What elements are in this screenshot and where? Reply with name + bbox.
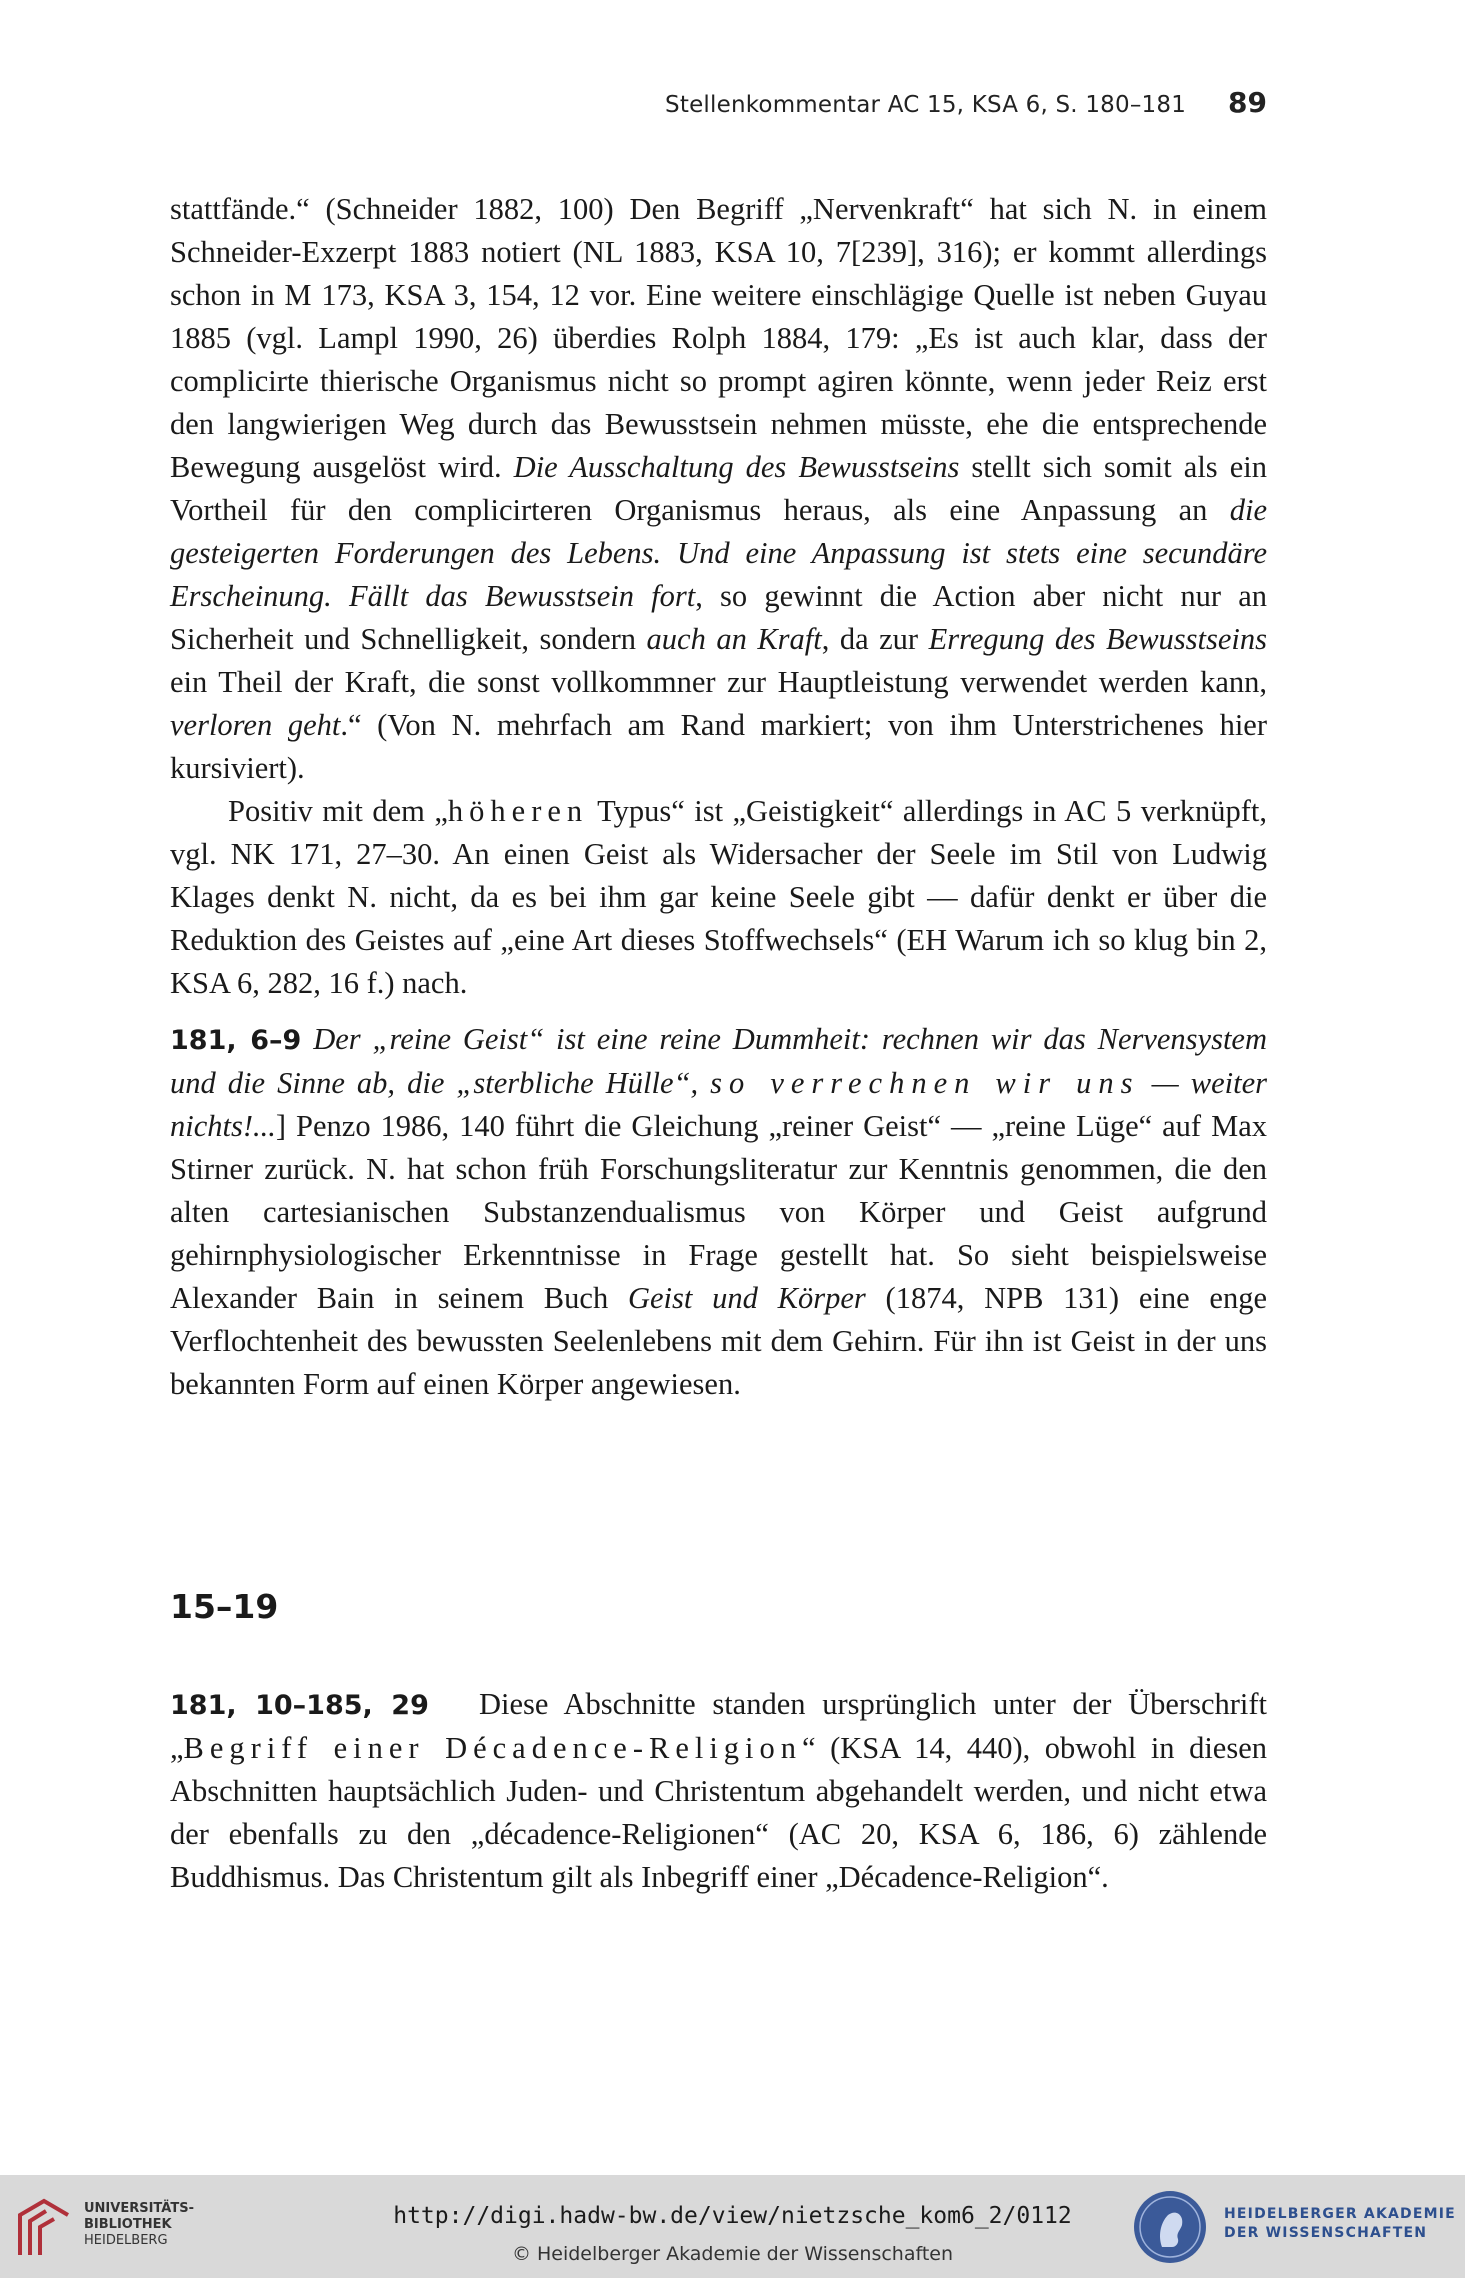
academy-line: HEIDELBERGER AKADEMIE bbox=[1224, 2206, 1456, 2222]
spaced-run: höheren bbox=[447, 794, 589, 828]
lemma-entry-181-6-9 bbox=[170, 1018, 1267, 1406]
italic-run: Die Ausschaltung des Bewusstseins bbox=[513, 450, 960, 484]
italic-run: die gesteigerten Forderungen des Lebens. Und eine Anpassung ist stets eine secundäre Erscheinung. Fällt das Bewusstsein fort bbox=[170, 493, 1267, 613]
academy-line: DER WISSENSCHAFTEN bbox=[1224, 2225, 1428, 2241]
lemma-entry-181-10-185-29 bbox=[170, 1683, 1267, 1899]
text-run: Positiv mit dem „ bbox=[228, 794, 448, 828]
text-run: , da zur bbox=[821, 622, 929, 656]
lemma-reference: 181, 6–9 bbox=[170, 1025, 302, 1056]
library-line: UNIVERSITÄTS- bbox=[84, 2201, 194, 2216]
text-run: Typus“ ist „Geistigkeit“ allerdings in AC 5 verknüpft, vgl. NK 171, 27–30. An einen Geist als Widersacher der Seele im Stil von Ludwig Klages denkt N. nicht, da es bei ihm gar keine Seele gibt — dafür denkt er über die Reduktion des Geistes auf „eine Art dieses Stoffwechsels“ (EH Warum ich so klug bin 2, KSA 6, 282, 16 f.) nach. bbox=[170, 794, 1267, 1000]
library-line: BIBLIOTHEK bbox=[84, 2217, 172, 2232]
academy-name bbox=[1224, 2205, 1456, 2243]
text-run: , so gewinnt die Action aber nicht nur an Sicherheit und Schnelligkeit, sondern bbox=[170, 579, 1268, 656]
text-run: (1874, NPB 131) eine enge Verflochtenheit des bewussten Seelenlebens mit dem Gehirn. Für ihn ist Geist in der uns bekannten Form auf einen Körper angewiesen. bbox=[170, 1281, 1268, 1401]
italic-run: Erregung des Bewusstseins bbox=[928, 622, 1267, 656]
academy-seal-icon[interactable] bbox=[1132, 2189, 1208, 2265]
spaced-run: Begriff einer Décadence-Religion bbox=[183, 1731, 803, 1765]
commentary-lower bbox=[170, 1683, 1267, 1899]
running-head-title: Stellenkommentar AC 15, KSA 6, S. 180–181 bbox=[665, 92, 1187, 118]
text-run: stattfände.“ (Schneider 1882, 100) Den Begriff „Nervenkraft“ hat sich N. in einem Schneider-Exzerpt 1883 notiert (NL 1883, KSA 10, 7[239], 316); er kommt allerdings schon in M 173, KSA 3, 154, 12 vor. Eine weitere einschlägige Quelle ist neben Guyau 1885 (vgl. Lampl 1990, 26) überdies Rolph 1884, 179: „Es ist auch klar, dass der complicirte thierische Organismus nicht so prompt agiren könnte, wenn jeder Reiz erst den langwierigen Weg durch das Bewusstsein nehmen müsste, ehe die entsprechende Bewegung ausgelöst wird. bbox=[170, 192, 1267, 484]
text-run: “ (KSA 14, 440), obwohl in diesen Abschnitten hauptsächlich Juden- und Christentum abgehandelt werden, und nicht etwa der ebenfalls zu den „décadence-Religionen“ (AC 20, KSA 6, 186, 6) zählende Buddhismus. Das Christentum gilt als Inbegriff einer „Décadence-Religion“. bbox=[170, 1731, 1267, 1894]
running-head bbox=[0, 86, 1267, 119]
lemma-quote: — weiter nichts!... bbox=[170, 1066, 1267, 1143]
italic-run: verloren geht bbox=[170, 708, 341, 742]
italic-run: auch an Kraft bbox=[646, 622, 822, 656]
paragraph-quote-continuation bbox=[170, 188, 1267, 790]
text-run: ein Theil der Kraft, die sonst vollkommner zur Hauptleistung verwendet werden kann, bbox=[170, 665, 1267, 699]
library-line: HEIDELBERG bbox=[84, 2233, 168, 2248]
text-run: stellt sich somit als ein Vortheil für den complicirteren Organismus heraus, als eine Anpassung an bbox=[170, 450, 1267, 527]
text-run: ] Penzo 1986, 140 führt die Gleichung „reiner Geist“ — „reine Lüge“ auf Max Stirner zurück. N. hat schon früh Forschungsliteratur zur Kenntnis genommen, die den alten cartesianischen Substanzendualismus von Körper und Geist aufgrund gehirnphysiologischer Erkenntnisse in Frage gestellt hat. So sieht beispielsweise Alexander Bain in seinem Buch bbox=[170, 1109, 1267, 1315]
page-number: 89 bbox=[1228, 86, 1267, 119]
digitization-footer bbox=[0, 2175, 1465, 2278]
section-heading: 15–19 bbox=[170, 1587, 279, 1626]
italic-run: Geist und Körper bbox=[627, 1281, 866, 1315]
paragraph-geistigkeit bbox=[170, 790, 1267, 1005]
commentary-upper bbox=[170, 188, 1267, 1406]
text-run: Diese Abschnitte standen ursprünglich unter der Überschrift „ bbox=[170, 1687, 1268, 1765]
lemma-reference: 181, 10–185, 29 bbox=[170, 1690, 429, 1721]
lemma-quote-spaced: so verrechnen wir uns bbox=[710, 1066, 1140, 1100]
copyright-notice: © Heidelberger Akademie der Wissenschaften bbox=[511, 2243, 954, 2265]
permalink-url[interactable]: http://digi.hadw-bw.de/view/nietzsche_kom6_2/0112 bbox=[393, 2203, 1072, 2229]
text-run: .“ (Von N. mehrfach am Rand markiert; von ihm Unterstrichenes hier kursiviert). bbox=[170, 708, 1267, 785]
lemma-quote: Der „reine Geist“ ist eine reine Dummheit: rechnen wir das Nervensystem und die Sinne ab, die „sterbliche Hülle“, bbox=[170, 1022, 1268, 1100]
